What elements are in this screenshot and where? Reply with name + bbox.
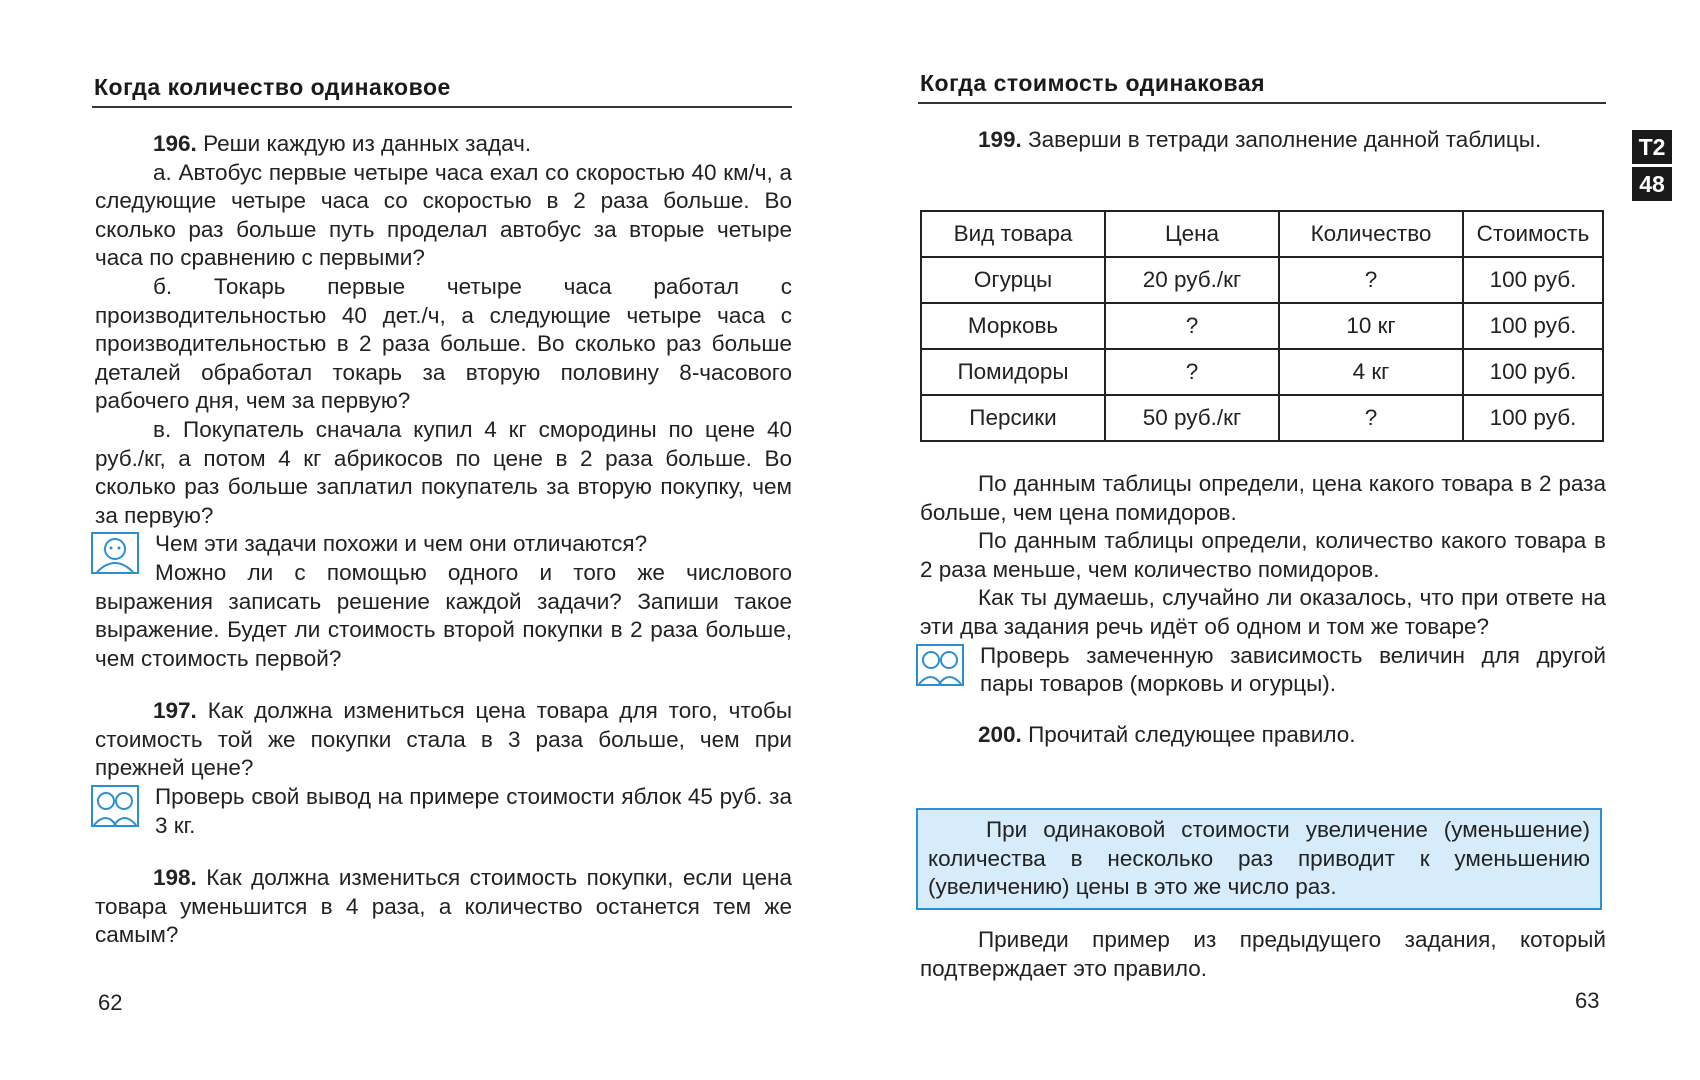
task-200-after: Приведи пример из предыдущего задания, который подтверждает это правило. bbox=[920, 927, 1606, 981]
task-199-text: Заверши в тетради заполнение данной таблицы. bbox=[1028, 127, 1542, 152]
check-pair-icon bbox=[91, 785, 139, 827]
discussion-icon bbox=[91, 532, 139, 574]
table-cell: Помидоры bbox=[921, 349, 1105, 395]
task-198-number: 198. bbox=[153, 865, 197, 891]
table-cell: ? bbox=[1105, 349, 1279, 395]
table-cell: 100 руб. bbox=[1463, 257, 1603, 303]
right-heading: Когда стоимость одинаковая bbox=[920, 70, 1266, 96]
volume-tab-marker bbox=[1632, 130, 1672, 204]
volume-tab-bottom: 48 bbox=[1632, 167, 1672, 201]
left-page-number: 62 bbox=[98, 990, 123, 1015]
table-row bbox=[921, 395, 1603, 441]
table-header: Количество bbox=[1279, 211, 1463, 257]
task-199-q3: Как ты думаешь, случайно ли оказалось, что при ответе на эти два задания речь идёт об одном и том же товаре? bbox=[920, 585, 1606, 639]
table-header: Цена bbox=[1105, 211, 1279, 257]
task-200 bbox=[920, 721, 1606, 750]
right-page bbox=[880, 0, 1700, 1080]
table-cell: Персики bbox=[921, 395, 1105, 441]
table-cell: 20 руб./кг bbox=[1105, 257, 1279, 303]
table-cell: ? bbox=[1105, 303, 1279, 349]
task-199-number: 199. bbox=[978, 127, 1022, 152]
table-cell: Морковь bbox=[921, 303, 1105, 349]
right-page-number: 63 bbox=[1575, 988, 1600, 1013]
table-cell: ? bbox=[1279, 395, 1463, 441]
task-197-check: Проверь свой вывод на примере стоимости яблок 45 руб. за 3 кг. bbox=[95, 783, 792, 840]
task-196-q1: Чем эти задачи похожи и чем они отличаются? bbox=[155, 531, 648, 557]
task-200-number: 200. bbox=[978, 721, 1022, 747]
rule-box bbox=[916, 808, 1602, 910]
table-row bbox=[921, 349, 1603, 395]
volume-tab-top: Т2 bbox=[1632, 130, 1672, 164]
table-header: Стоимость bbox=[1463, 211, 1603, 257]
table-row bbox=[921, 257, 1603, 303]
task-197-number: 197. bbox=[153, 698, 197, 724]
task-196-number: 196. bbox=[153, 131, 197, 156]
left-heading: Когда количество одинаковое bbox=[94, 74, 451, 100]
task-198 bbox=[95, 864, 792, 950]
task-197-text: Как должна измениться цена товара для того, чтобы стоимость той же покупки стала в 3 раза больше, чем при прежней цене? bbox=[95, 698, 792, 781]
left-heading-rule bbox=[92, 106, 792, 108]
table-cell: 4 кг bbox=[1279, 349, 1463, 395]
task-196-a: а. Автобус первые четыре часа ехал со скоростью 40 км/ч, а следующие четыре часа со скоростью в 2 раза больше. Во сколько раз больше путь проделал автобус за вторые четыре часа по сравнению с первыми? bbox=[95, 159, 792, 271]
table-cell: 100 руб. bbox=[1463, 395, 1603, 441]
task-199-q2: По данным таблицы определи, количество какого товара в 2 раза меньше, чем количество помидоров. bbox=[920, 528, 1606, 582]
task-196-c: в. Покупатель сначала купил 4 кг смородины по цене 40 руб./кг, а потом 4 кг абрикосов по цене в 2 раза больше. Во сколько раз больше заплатил покупатель за вторую покупку, чем за первую? bbox=[95, 416, 792, 528]
task-196-q2: Можно ли с помощью одного и того же числового выражения записать решение каждой задачи? Запиши такое выражение. Будет ли стоимость второй покупки в 2 раза больше, чем стоимость первой? bbox=[95, 559, 792, 671]
table-cell: 100 руб. bbox=[1463, 303, 1603, 349]
goods-table bbox=[920, 210, 1604, 442]
task-196-discussion bbox=[95, 530, 792, 559]
task-196 bbox=[95, 130, 792, 159]
task-200-text: Прочитай следующее правило. bbox=[1028, 721, 1356, 747]
table-cell: ? bbox=[1279, 257, 1463, 303]
task-196-text: Реши каждую из данных задач. bbox=[203, 131, 532, 156]
task-196-b: б. Токарь первые четыре часа работал с производительностью 40 дет./ч, а следующие четыре часа с производительностью в 2 раза больше. Во сколько раз больше деталей обработал токарь за вторую половину 8-часового рабочего дня, чем за первую? bbox=[95, 273, 792, 414]
table-cell: Огурцы bbox=[921, 257, 1105, 303]
task-197 bbox=[95, 697, 792, 783]
table-row bbox=[921, 303, 1603, 349]
right-heading-rule bbox=[918, 102, 1606, 104]
task-198-text: Как должна измениться стоимость покупки, если цена товара уменьшится в 4 раза, а количество останется тем же самым? bbox=[95, 865, 792, 948]
task-199-questions bbox=[920, 470, 1606, 749]
table-cell: 100 руб. bbox=[1463, 349, 1603, 395]
table-cell: 10 кг bbox=[1279, 303, 1463, 349]
task-199-check: Проверь замеченную зависимость величин для другой пары товаров (морковь и огурцы). bbox=[920, 642, 1606, 699]
check-pair-icon bbox=[916, 644, 964, 686]
task-199-q1: По данным таблицы определи, цена какого товара в 2 раза больше, чем цена помидоров. bbox=[920, 471, 1606, 525]
table-header: Вид товара bbox=[921, 211, 1105, 257]
rule-text: При одинаковой стоимости увеличение (уменьшение) количества в несколько раз приводит к уменьшению (увеличению) цены в это же число раз. bbox=[928, 817, 1590, 900]
left-text-block bbox=[95, 130, 792, 950]
table-header-row bbox=[921, 211, 1603, 257]
table-cell: 50 руб./кг bbox=[1105, 395, 1279, 441]
task-199-intro bbox=[920, 126, 1606, 155]
